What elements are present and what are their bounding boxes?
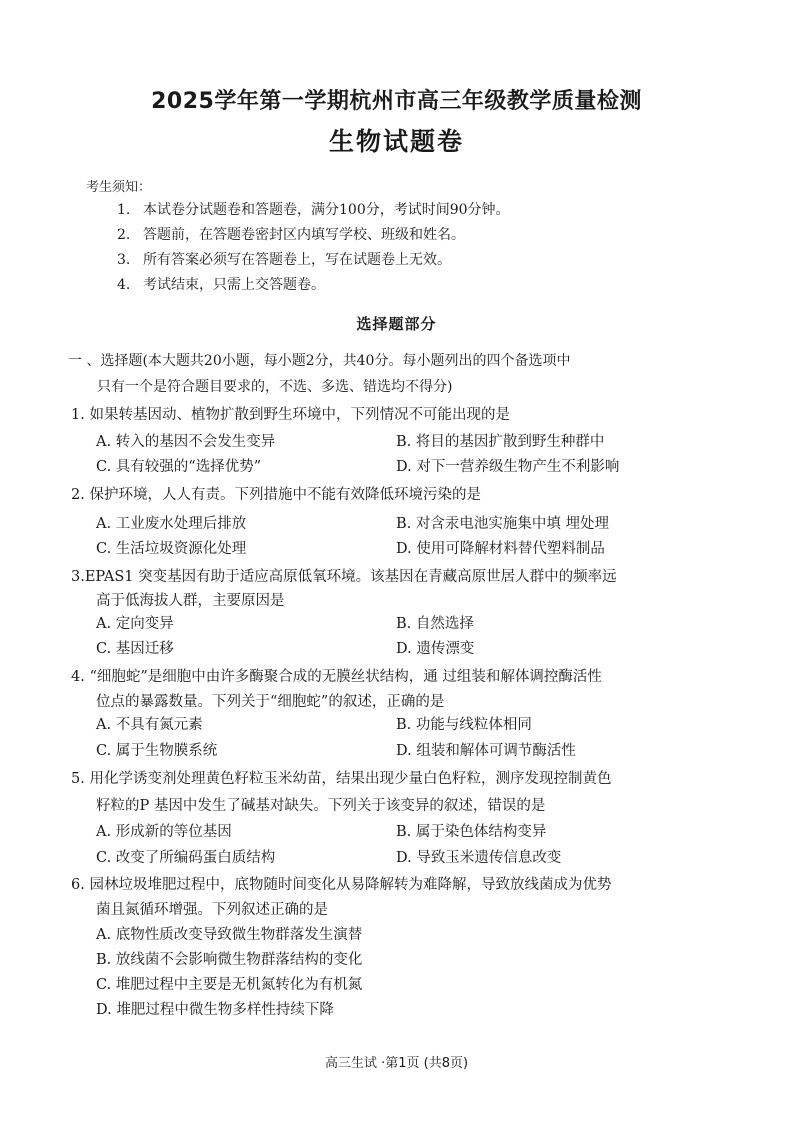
notice-text: 答题前，在答题卷密封区内填写学校、班级和姓名。 [143, 227, 465, 243]
question-6-option-c: C. 堆肥过程中主要是无机氮转化为有机氮 [96, 977, 363, 993]
question-2-option-b: B. 对含汞电池实施集中填 埋处理 [396, 516, 609, 532]
question-1-stem: 1. 如果转基因动、植物扩散到野生环境中，下列情况不可能出现的是 [71, 407, 510, 423]
question-3-stem-line2: 高于低海拔人群，主要原因是 [96, 593, 285, 609]
question-6-option-a: A. 底物性质改变导致微生物群落发生演替 [96, 927, 363, 943]
question-5-stem-line1: 5. 用化学诱变剂处理黄色籽粒玉米幼苗，结果出现少量白色籽粒，测序发现控制黄色 [71, 771, 612, 787]
question-3-option-c: C. 基因迁移 [96, 641, 174, 657]
question-1-option-d: D. 对下一营养级生物产生不利影响 [396, 459, 620, 475]
exam-subtitle: 生物试题卷 [328, 127, 464, 156]
section-instruction-line2: 只有一个是符合题目要求的，不选、多选、错选均不得分) [97, 379, 453, 395]
question-1-option-b: B. 将目的基因扩散到野生种群中 [396, 434, 605, 450]
page-footer: 高三生试 ·第1页 (共8页) [324, 1056, 469, 1071]
question-4-option-c: C. 属于生物膜系统 [96, 743, 218, 759]
question-4-stem-line2: 位点的暴露数量。下列关于“细胞蛇”的叙述，正确的是 [96, 694, 445, 710]
notice-number: 2. [117, 227, 131, 243]
notice-item [117, 249, 451, 269]
section-title: 选择题部分 [356, 315, 437, 333]
notice-item [117, 274, 325, 294]
question-5-option-c: C. 改变了所编码蛋白质结构 [96, 850, 276, 866]
question-4-option-a: A. 不具有氮元素 [96, 717, 203, 733]
notice-item [117, 224, 465, 244]
question-2-stem: 2. 保护环境，人人有责。下列措施中不能有效降低环境污染的是 [71, 487, 481, 503]
question-3-stem-line1: 3.EPAS1 突变基因有助于适应高原低氧环境。该基因在青藏高原世居人群中的频率远 [71, 569, 617, 585]
notice-text: 所有答案必须写在答题卷上，写在试题卷上无效。 [143, 252, 451, 268]
question-6-stem-line2: 菌且氮循环增强。下列叙述正确的是 [96, 902, 328, 918]
notice-number: 4. [117, 277, 131, 293]
question-5-option-d: D. 导致玉米遗传信息改变 [396, 850, 562, 866]
question-4-option-d: D. 组装和解体可调节酶活性 [396, 743, 576, 759]
question-4-stem-line1: 4. “细胞蛇”是细胞中由许多酶聚合成的无膜丝状结构，通 过组装和解体调控酶活性 [71, 669, 602, 685]
section-instruction-line1: 一 、选择题(本大题共20小题，每小题2分，共40分。每小题列出的四个备选项中 [68, 353, 571, 369]
question-3-option-b: B. 自然选择 [396, 616, 474, 632]
notice-item [117, 199, 510, 219]
question-4-option-b: B. 功能与线粒体相同 [396, 717, 532, 733]
question-2-option-c: C. 生活垃圾资源化处理 [96, 541, 247, 557]
question-6-option-d: D. 堆肥过程中微生物多样性持续下降 [96, 1002, 334, 1018]
question-5-option-b: B. 属于染色体结构变异 [396, 824, 547, 840]
notice-number: 3. [117, 252, 131, 268]
question-5-stem-line2: 籽粒的P 基因中发生了碱基对缺失。下列关于该变异的叙述，错误的是 [96, 798, 546, 814]
notice-number: 1. [117, 202, 131, 218]
exam-title: 2025学年第一学期杭州市高三年级教学质量检测 [151, 89, 642, 114]
question-2-option-a: A. 工业废水处理后排放 [96, 516, 247, 532]
question-5-option-a: A. 形成新的等位基因 [96, 824, 232, 840]
question-2-option-d: D. 使用可降解材料替代塑料制品 [396, 541, 605, 557]
question-6-stem-line1: 6. 园林垃圾堆肥过程中，底物随时间变化从易降解转为难降解，导致放线菌成为优势 [71, 877, 612, 893]
notice-heading: 考生须知： [86, 180, 152, 195]
question-3-option-d: D. 遗传漂变 [396, 641, 475, 657]
question-1-option-c: C. 具有较强的“选择优势” [96, 459, 262, 475]
notice-text: 考试结束，只需上交答题卷。 [143, 277, 325, 293]
question-6-option-b: B. 放线菌不会影响微生物群落结构的变化 [96, 952, 363, 968]
question-3-option-a: A. 定向变异 [96, 616, 174, 632]
question-1-option-a: A. 转入的基因不会发生变异 [96, 434, 276, 450]
notice-text: 本试卷分试题卷和答题卷，满分100分，考试时间90分钟。 [143, 202, 510, 218]
